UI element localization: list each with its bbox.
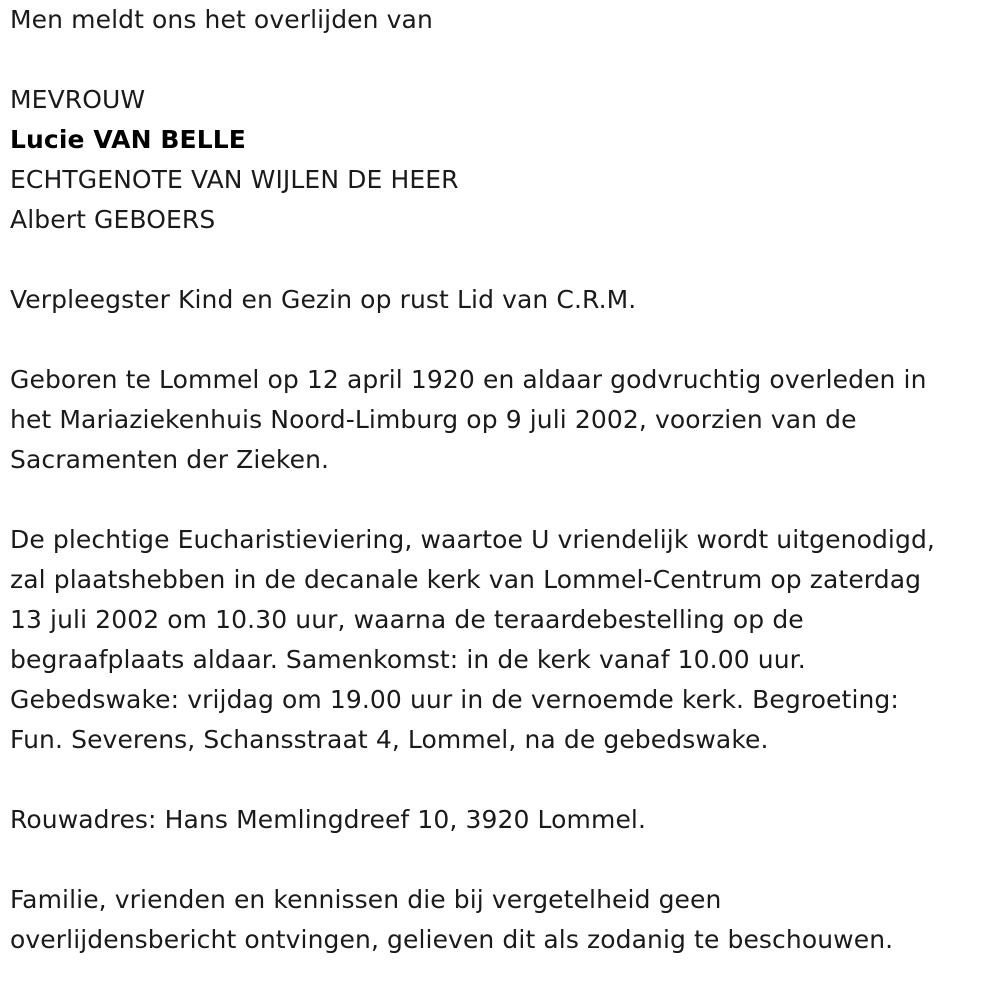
paragraph-line: Sacramenten der Zieken.	[10, 445, 330, 474]
spouse-name: Albert GEBOERS	[10, 205, 216, 234]
paragraph-line: begraafplaats aldaar. Samenkomst: in de kerk vanaf 10.00 uur.	[10, 645, 806, 674]
paragraph-line: Familie, vrienden en kennissen die bij vergetelheid geen	[10, 885, 722, 914]
spacer	[10, 40, 995, 80]
intro-line: Men meldt ons het overlijden van	[10, 5, 433, 34]
paragraph-line: Fun. Severens, Schansstraat 4, Lommel, na de gebedswake.	[10, 725, 769, 754]
paragraph-line: zal plaatshebben in de decanale kerk van Lommel-Centrum op zaterdag	[10, 565, 922, 594]
spacer	[10, 840, 995, 880]
ceremony-paragraph	[10, 520, 995, 760]
paragraph-line: overlijdensbericht ontvingen, gelieven dit als zodanig te beschouwen.	[10, 925, 894, 954]
spacer	[10, 240, 995, 280]
paragraph-line: Gebedswake: vrijdag om 19.00 uur in de vernoemde kerk. Begroeting:	[10, 685, 899, 714]
paragraph-line: Geboren te Lommel op 12 april 1920 en aldaar godvruchtig overleden in	[10, 365, 927, 394]
deceased-name: Lucie VAN BELLE	[10, 125, 246, 154]
mourning-address: Rouwadres: Hans Memlingdreef 10, 3920 Lommel.	[10, 805, 647, 834]
paragraph-line: het Mariaziekenhuis Noord-Limburg op 9 juli 2002, voorzien van de	[10, 405, 857, 434]
title-prefix: MEVROUW	[10, 85, 146, 114]
paragraph-line: De plechtige Eucharistieviering, waartoe U vriendelijk wordt uitgenodigd,	[10, 525, 935, 554]
spouse-intro: ECHTGENOTE VAN WIJLEN DE HEER	[10, 165, 459, 194]
death-notice	[10, 0, 995, 960]
paragraph-line: 13 juli 2002 om 10.30 uur, waarna de teraardebestelling op de	[10, 605, 804, 634]
birth-death-paragraph	[10, 360, 995, 480]
spacer	[10, 480, 995, 520]
closing-paragraph	[10, 880, 995, 960]
spacer	[10, 320, 995, 360]
occupation-line: Verpleegster Kind en Gezin op rust Lid van C.R.M.	[10, 285, 637, 314]
spacer	[10, 760, 995, 800]
